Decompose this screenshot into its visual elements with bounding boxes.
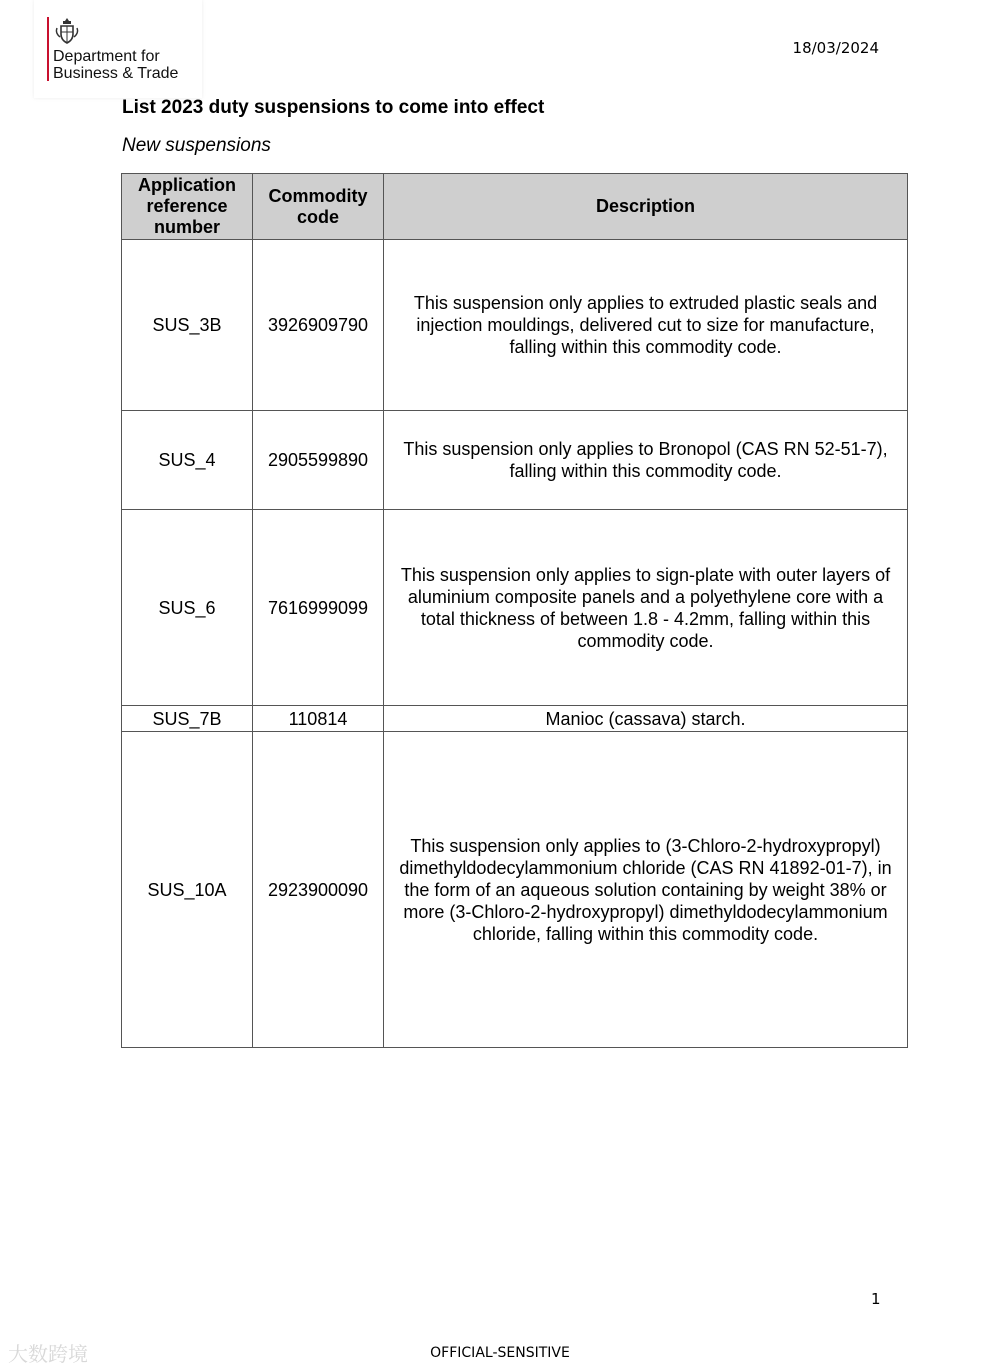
- logo-red-bar: [47, 17, 49, 81]
- security-classification: OFFICIAL-SENSITIVE: [430, 1345, 570, 1361]
- section-subtitle: New suspensions: [122, 135, 271, 156]
- commodity-code-cell: 2923900090: [253, 732, 384, 1048]
- table-header-row: [122, 174, 908, 240]
- commodity-code-cell: 110814: [253, 706, 384, 732]
- description-cell: This suspension only applies to Bronopol (CAS RN 52-51-7), falling within this commodity code.: [384, 411, 908, 510]
- document-date: 18/03/2024: [792, 39, 879, 57]
- table-row: [122, 240, 908, 411]
- description-cell: Manioc (cassava) starch.: [384, 706, 908, 732]
- reference-cell: SUS_3B: [122, 240, 253, 411]
- description-cell: This suspension only applies to extruded plastic seals and injection mouldings, delivered cut to size for manufacture, falling within this commodity code.: [384, 240, 908, 411]
- column-header-commodity-code: Commodity code: [253, 174, 384, 240]
- description-cell: This suspension only applies to sign-plate with outer layers of aluminium composite panels and a polyethylene core with a total thickness of between 1.8 - 4.2mm, falling within this commodity code.: [384, 510, 908, 706]
- column-header-reference: Application reference number: [122, 174, 253, 240]
- royal-crest-icon: [54, 16, 80, 46]
- page-number: 1: [871, 1290, 881, 1308]
- department-name: [53, 48, 178, 82]
- commodity-code-cell: 2905599890: [253, 411, 384, 510]
- department-name-line-1: Department for: [53, 48, 160, 65]
- table-row: [122, 706, 908, 732]
- reference-cell: SUS_10A: [122, 732, 253, 1048]
- reference-cell: SUS_6: [122, 510, 253, 706]
- table-row: [122, 510, 908, 706]
- reference-cell: SUS_7B: [122, 706, 253, 732]
- commodity-code-cell: 3926909790: [253, 240, 384, 411]
- page-title: List 2023 duty suspensions to come into effect: [122, 97, 545, 118]
- commodity-code-cell: 7616999099: [253, 510, 384, 706]
- reference-cell: SUS_4: [122, 411, 253, 510]
- column-header-description: Description: [384, 174, 908, 240]
- table-row: [122, 732, 908, 1048]
- table-row: [122, 411, 908, 510]
- department-name-line-2: Business & Trade: [53, 65, 179, 82]
- department-logo: [34, 0, 202, 98]
- description-cell: This suspension only applies to (3-Chloro-2-hydroxypropyl) dimethyldodecylammonium chloride (CAS RN 41892-01-7), in the form of an aqueous solution containing by weight 38% or more (3-Chloro-2-hydroxypropyl) dimethyldodecylammonium chloride, falling within this commodity code.: [384, 732, 908, 1048]
- suspensions-table: [121, 173, 908, 1048]
- watermark: 大数跨境: [8, 1342, 88, 1366]
